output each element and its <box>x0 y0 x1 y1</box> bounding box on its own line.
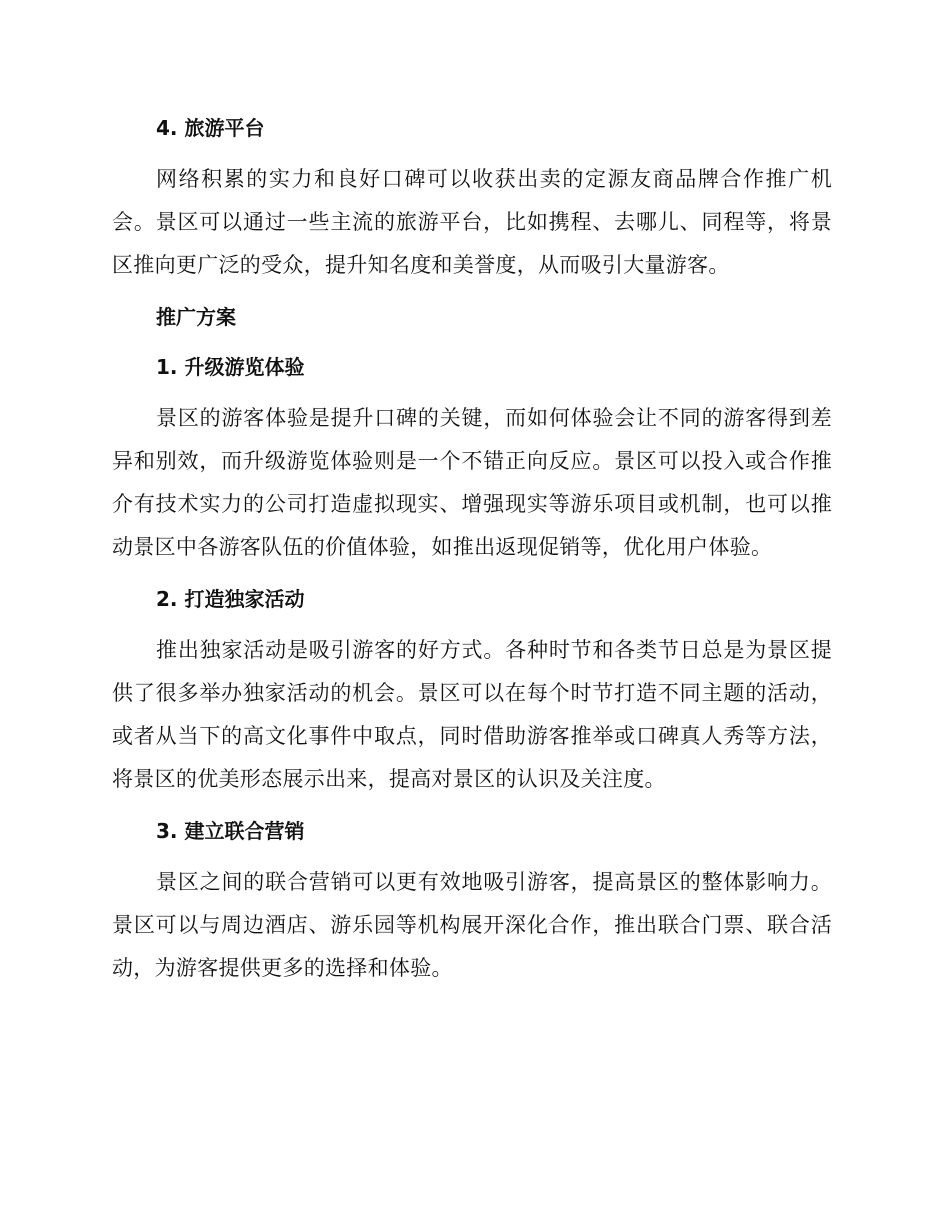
section-paragraph-travel-platform: 网络积累的实力和良好口碑可以收获出卖的定源友商品牌合作推广机会。景区可以通过一些主流的旅游平台，比如携程、去哪儿、同程等，将景区推向更广泛的受众，提升知名度和美誉度，从而吸引大量游客。 <box>112 167 832 277</box>
document-body <box>112 108 832 990</box>
section-paragraph-joint-marketing: 景区之间的联合营销可以更有效地吸引游客，提高景区的整体影响力。景区可以与周边酒店、游乐园等机构展开深化合作，推出联合门票、联合活动，为游客提供更多的选择和体验。 <box>112 870 832 980</box>
section-heading-promotion-plan: 推广方案 <box>156 305 236 329</box>
section-heading-upgrade-experience: 1. 升级游览体验 <box>156 355 305 379</box>
section-paragraph-exclusive-events: 推出独家活动是吸引游客的好方式。各种时节和各类节日总是为景区提供了很多举办独家活动的机会。景区可以在每个时节打造不同主题的活动，或者从当下的高文化事件中取点，同时借助游客推举或口碑真人秀等方法，将景区的优美形态展示出来，提高对景区的认识及关注度。 <box>112 638 832 791</box>
section-heading-joint-marketing: 3. 建立联合营销 <box>156 819 305 843</box>
section-paragraph-upgrade-experience: 景区的游客体验是提升口碑的关键，而如何体验会让不同的游客得到差异和别效，而升级游览体验则是一个不错正向反应。景区可以投入或合作推介有技术实力的公司打造虚拟现实、增强现实等游乐项目或机制，也可以推动景区中各游客队伍的价值体验，如推出返现促销等，优化用户体验。 <box>112 406 832 559</box>
section-heading-exclusive-events: 2. 打造独家活动 <box>156 587 305 611</box>
section-heading-travel-platform: 4. 旅游平台 <box>156 116 265 140</box>
